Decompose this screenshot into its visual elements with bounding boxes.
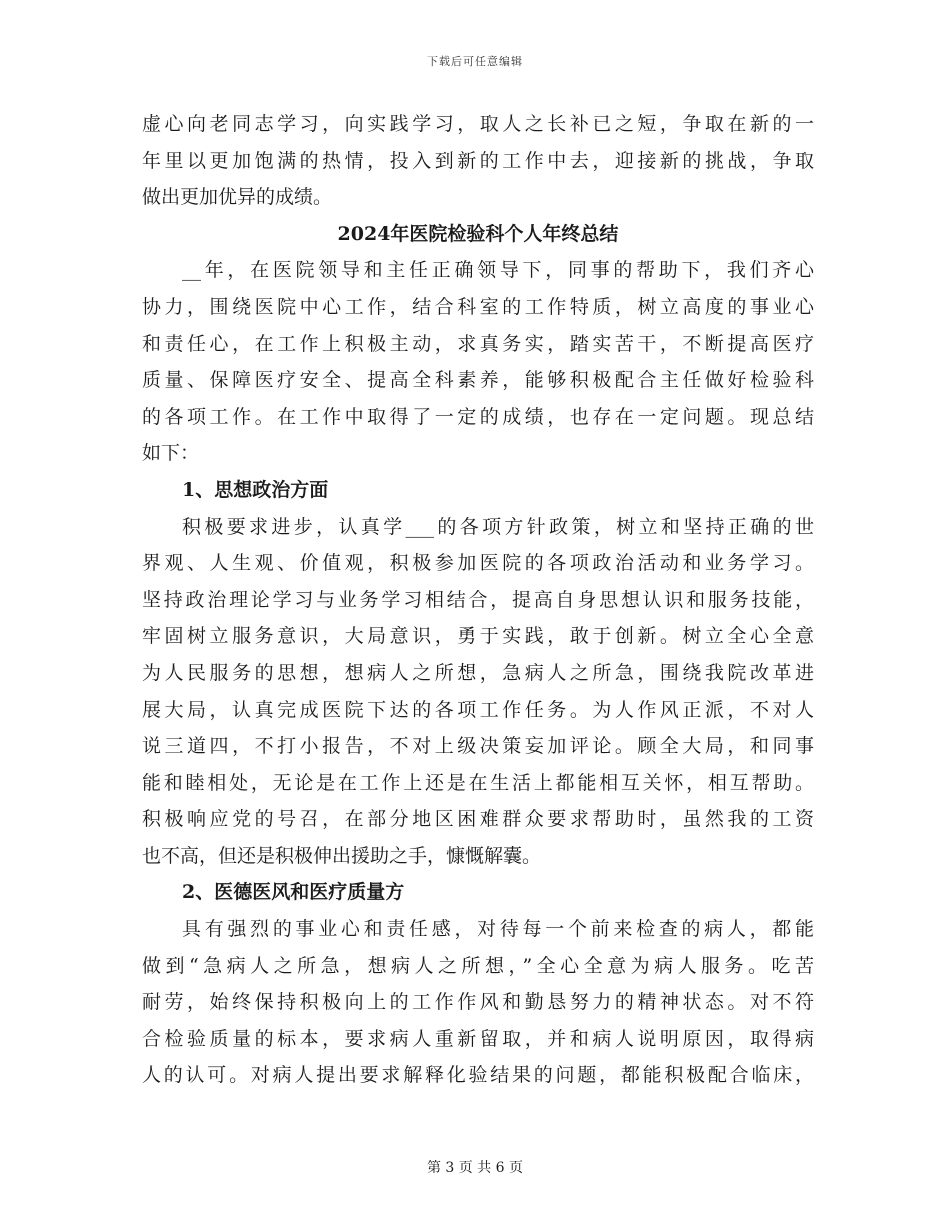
paragraph-line: 人的认可。对病人提出要求解释化验结果的问题，都能积极配合临床， bbox=[142, 1064, 814, 1087]
page-header: 下载后可任意编辑 bbox=[427, 55, 523, 68]
paragraph-line: 展大局，认真完成医院下达的各项工作任务。为人作风正派，不对人 bbox=[142, 698, 814, 721]
paragraph-line: 积极要求进步，认真学___的各项方针政策，树立和坚持正确的世 bbox=[182, 515, 814, 538]
paragraph-line: 具有强烈的事业心和责任感，对待每一个前来检查的病人，都能 bbox=[182, 918, 814, 941]
paragraph-line: 积极响应党的号召，在部分地区困难群众要求帮助时，虽然我的工资 bbox=[142, 808, 814, 831]
document-title: 2024年医院检验科个人年终总结 bbox=[337, 222, 619, 245]
section-heading: 2、医德医风和医疗质量方 bbox=[182, 881, 405, 904]
paragraph-line: 年里以更加饱满的热情，投入到新的工作中去，迎接新的挑战，争取 bbox=[142, 149, 814, 172]
paragraph-line: 能和睦相处，无论是在工作上还是在生活上都能相互关怀，相互帮助。 bbox=[142, 771, 814, 794]
paragraph-line: 做出更加优异的成绩。 bbox=[142, 186, 333, 209]
paragraph-line: __年，在医院领导和主任正确领导下，同事的帮助下，我们齐心 bbox=[182, 259, 814, 282]
document-body bbox=[142, 106, 814, 1094]
section-heading: 1、思想政治方面 bbox=[182, 478, 329, 501]
paragraph-line: 耐劳，始终保持积极向上的工作作风和勤恳努力的精神状态。对不符 bbox=[142, 991, 814, 1014]
paragraph-line: 如下： bbox=[142, 442, 200, 465]
paragraph-line: 协力，围绕医院中心工作，结合科室的工作特质，树立高度的事业心 bbox=[142, 295, 814, 318]
paragraph-line: 为人民服务的思想，想病人之所想，急病人之所急，围绕我院改革进 bbox=[142, 661, 814, 684]
paragraph-line: 质量、保障医疗安全、提高全科素养，能够积极配合主任做好检验科 bbox=[142, 369, 814, 392]
paragraph-line: 虚心向老同志学习，向实践学习，取人之长补已之短，争取在新的一 bbox=[142, 113, 814, 135]
paragraph-line: 也不高，但还是积极伸出援助之手，慷慨解囊。 bbox=[142, 844, 542, 867]
paragraph-line: 界观、人生观、价值观，积极参加医院的各项政治活动和业务学习。 bbox=[142, 552, 814, 575]
paragraph-line: 合检验质量的标本，要求病人重新留取，并和病人说明原因，取得病 bbox=[142, 1027, 814, 1050]
paragraph-line: 牢固树立服务意识，大局意识，勇于实践，敢于创新。树立全心全意 bbox=[142, 625, 814, 648]
page-number-footer: 第 3 页 共 6 页 bbox=[426, 1160, 524, 1176]
paragraph-line: 说三道四，不打小报告，不对上级决策妄加评论。顾全大局，和同事 bbox=[142, 735, 814, 758]
paragraph-line: 做到“急病人之所急，想病人之所想，”全心全意为病人服务。吃苦 bbox=[142, 954, 814, 977]
paragraph-line: 的各项工作。在工作中取得了一定的成绩，也存在一定问题。现总结 bbox=[142, 405, 814, 428]
paragraph-line: 坚持政治理论学习与业务学习相结合，提高自身思想认识和服务技能， bbox=[142, 588, 814, 611]
paragraph-line: 和责任心，在工作上积极主动，求真务实，踏实苦干，不断提高医疗 bbox=[142, 332, 814, 355]
